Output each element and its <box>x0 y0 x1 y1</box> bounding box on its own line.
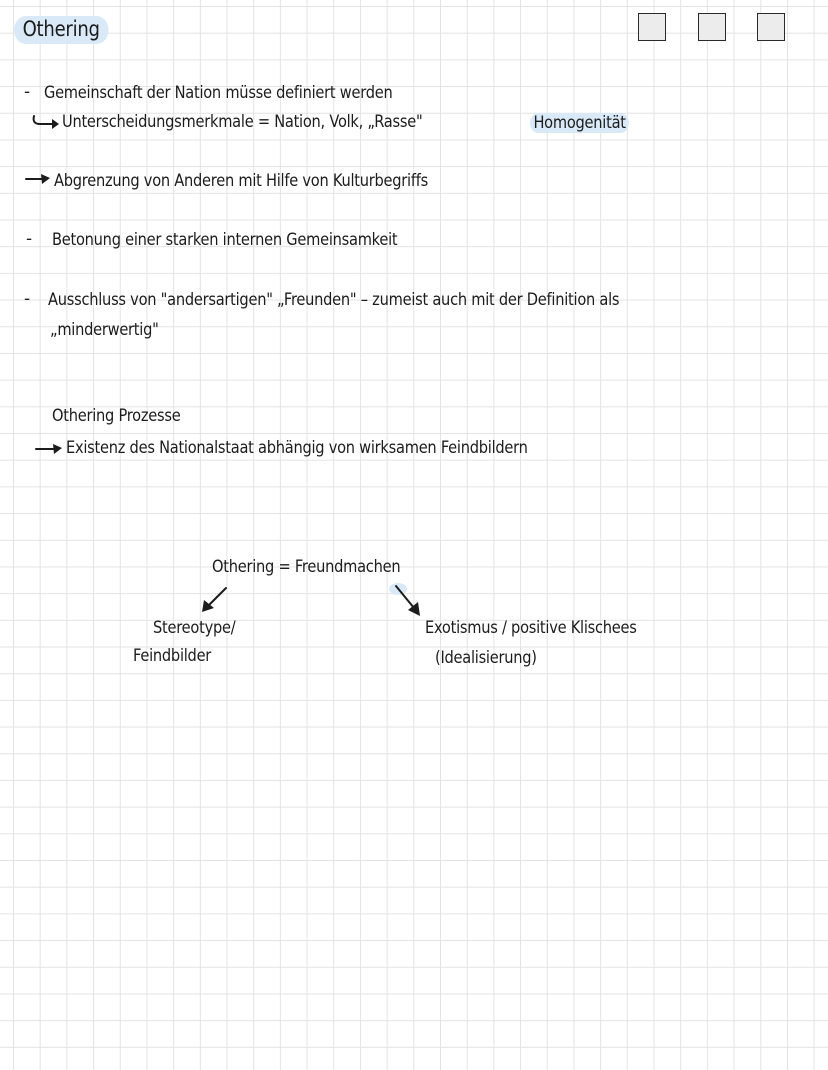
diagram-center-label: Othering = Freundmachen <box>212 557 401 577</box>
homogenitaet-label: Homogenität <box>530 113 629 133</box>
diagram-left-label-2: Feindbilder <box>133 646 212 666</box>
page-title: Othering <box>14 16 108 44</box>
bullet-dash: - <box>24 82 30 102</box>
checkbox-2[interactable] <box>698 13 726 41</box>
right-arrow-icon <box>24 172 52 186</box>
note-line-minderwertig: „minderwertig" <box>50 320 159 340</box>
note-line-betonung: Betonung einer starken internen Gemeinsamkeit <box>52 230 398 250</box>
bullet-dash: - <box>24 289 30 309</box>
checkbox-3[interactable] <box>757 13 785 41</box>
note-line-unterscheidungsmerkmale: Unterscheidungsmerkmale = Nation, Volk, „Rasse" <box>62 112 423 132</box>
highlight-homogenitaet <box>530 113 629 133</box>
bullet-dash: - <box>26 229 32 249</box>
note-line-ausschluss: Ausschluss von "andersartigen" „Freunden" – zumeist auch mit der Definition als <box>48 290 620 310</box>
subheading-othering-prozesse: Othering Prozesse <box>52 406 181 426</box>
diagram-left-label-1: Stereotype/ <box>153 618 236 638</box>
diagram-right-label-2: (Idealisierung) <box>435 648 537 668</box>
hook-arrow-icon <box>30 114 60 130</box>
note-line-gemeinschaft: Gemeinschaft der Nation müsse definiert werden <box>44 83 393 103</box>
right-arrow-icon <box>34 442 64 456</box>
down-left-arrow-icon <box>198 584 232 614</box>
down-right-arrow-icon <box>388 580 428 620</box>
checkbox-1[interactable] <box>638 13 666 41</box>
note-line-existenz: Existenz des Nationalstaat abhängig von wirksamen Feindbildern <box>66 438 528 458</box>
note-line-abgrenzung: Abgrenzung von Anderen mit Hilfe von Kulturbegriffs <box>54 171 428 191</box>
diagram-right-label-1: Exotismus / positive Klischees <box>425 618 637 638</box>
